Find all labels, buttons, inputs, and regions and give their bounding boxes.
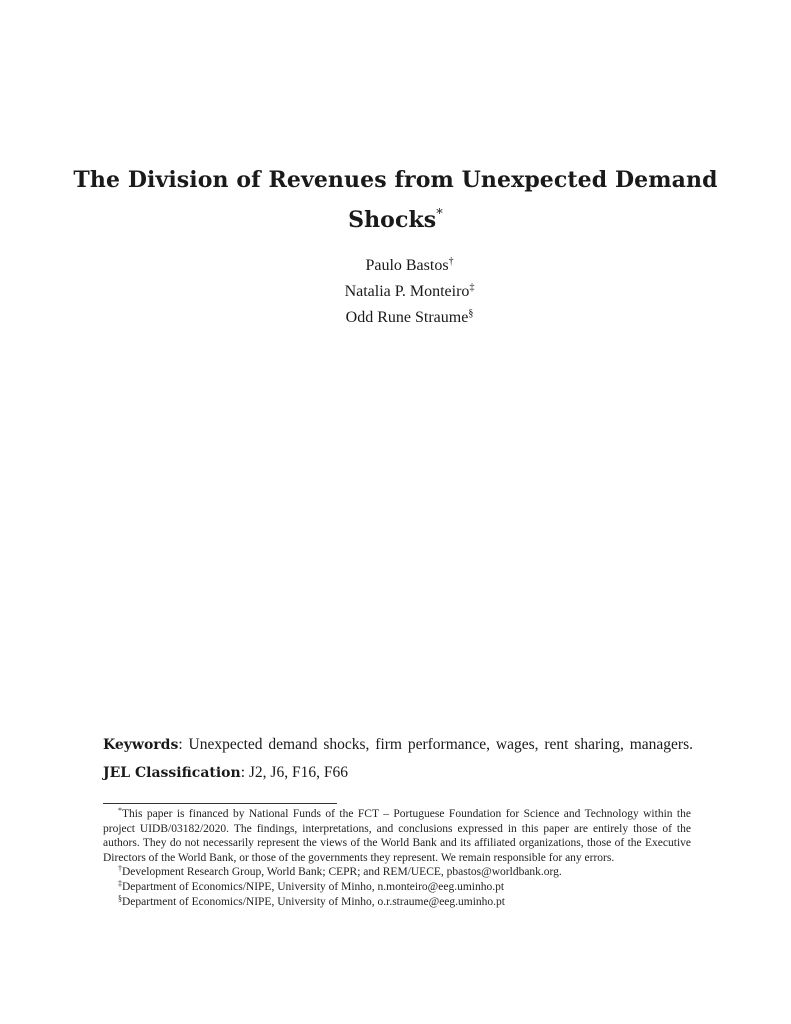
footnote-rule — [103, 803, 337, 804]
footnote-marker: ‡ — [118, 878, 122, 888]
author-name: Natalia P. Monteiro — [344, 283, 470, 300]
author-name: Paulo Bastos — [365, 257, 449, 274]
title-block — [60, 160, 731, 240]
footnote-marker: * — [118, 806, 122, 815]
author-1 — [0, 253, 791, 279]
jel-label: JEL Classification — [103, 765, 241, 781]
footnote-text: Department of Economics/NIPE, University of Minho, n.monteiro@eeg.uminho.pt — [122, 880, 505, 893]
author-footnote-marker: § — [468, 308, 474, 319]
paper-title — [60, 160, 731, 240]
author-list — [0, 253, 791, 331]
author-2 — [0, 279, 791, 305]
footnote-marker: † — [118, 864, 122, 874]
title-footnote-marker: * — [436, 207, 443, 222]
jel-text: : J2, J6, F16, F66 — [240, 764, 348, 781]
author-3 — [0, 305, 791, 331]
footnote-affiliation-2 — [103, 880, 691, 895]
footnote-text: This paper is financed by National Funds of the FCT – Portuguese Foundation for Science and Technology within the project UIDB/03182/2020. The findings, interpretations, and conclusions expressed in this paper are entirely those of the authors. They do not necessarily represent the views of the World Bank and its affiliated organizations, those of the Executive Directors of the World Bank, or those of the governments they represent. We remain responsible for any errors. — [103, 808, 691, 864]
keywords-paragraph — [103, 731, 693, 787]
author-footnote-marker: ‡ — [469, 282, 475, 293]
footnote-text: Development Research Group, World Bank; CEPR; and REM/UECE, pbastos@worldbank.org. — [122, 866, 562, 879]
author-name: Odd Rune Straume — [345, 309, 469, 326]
paper-title-text: The Division of Revenues from Unexpected Demand Shocks — [73, 167, 718, 233]
author-footnote-marker: † — [448, 256, 454, 267]
keywords-label: Keywords — [103, 737, 179, 753]
footnote-affiliation-3 — [103, 895, 691, 910]
footnote-funding — [103, 807, 691, 865]
footnote-affiliation-1 — [103, 865, 691, 880]
footnote-text: Department of Economics/NIPE, University of Minho, o.r.straume@eeg.uminho.pt — [122, 895, 505, 908]
footnotes — [103, 807, 691, 909]
footnote-marker: § — [118, 893, 122, 903]
keywords-text: : Unexpected demand shocks, firm performance, wages, rent sharing, managers. — [178, 736, 693, 753]
